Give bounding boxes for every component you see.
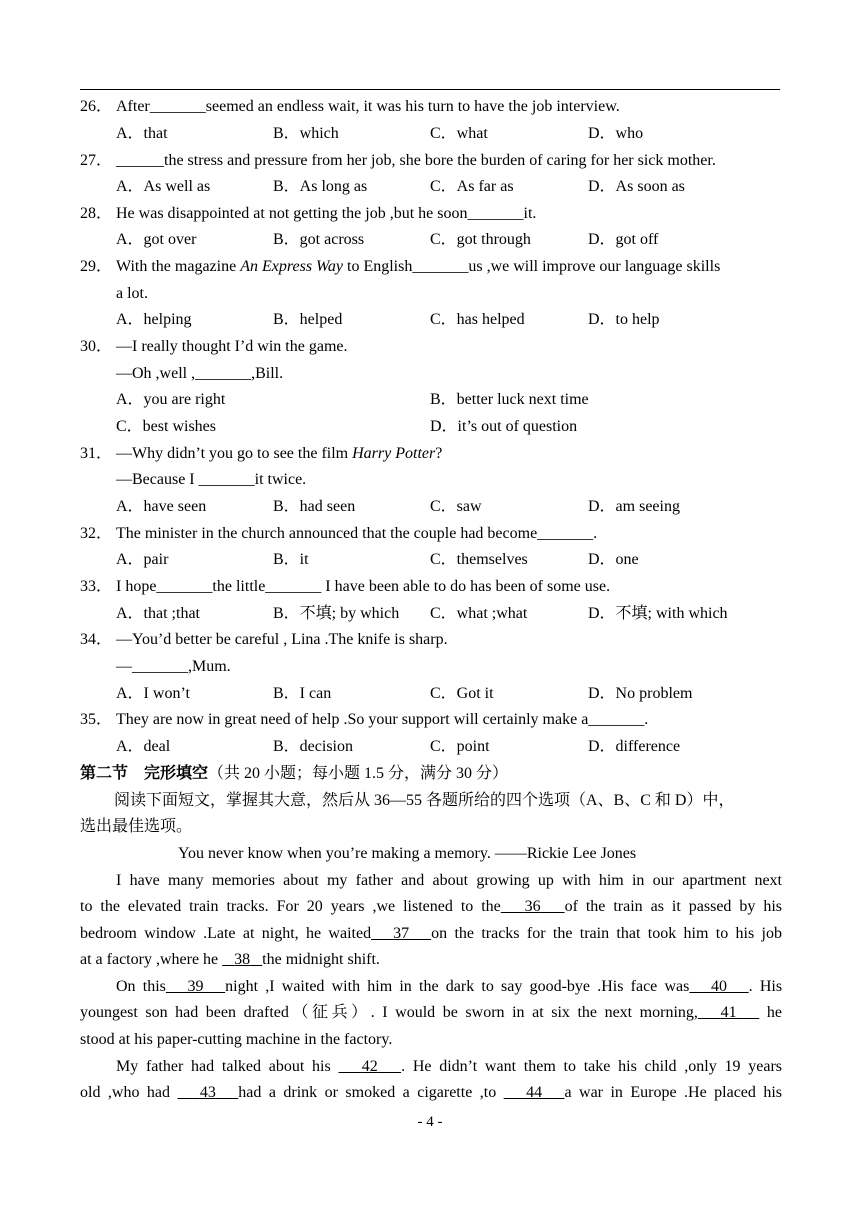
passage-line [80, 950, 782, 970]
option-c[interactable]: C．saw [430, 498, 482, 515]
passage-text: night ,I waited with him in the dark to say good-bye .His face was [225, 978, 690, 995]
question-stem [116, 444, 442, 464]
blank-38[interactable] [222, 951, 262, 968]
option-b[interactable]: B．不填; by which [273, 605, 400, 622]
option-a[interactable]: A．deal [116, 738, 171, 755]
blank-37[interactable] [371, 925, 431, 942]
option-b[interactable]: B．helped [273, 311, 343, 328]
question-stem: After_______seemed an endless wait, it was his turn to have the job interview. [116, 98, 620, 115]
option-b[interactable]: B．decision [273, 738, 353, 755]
option-a[interactable]: A．that ;that [116, 605, 200, 622]
blank-39[interactable] [166, 978, 225, 995]
question-stem: They are now in great need of help .So your support will certainly make a_______. [116, 711, 649, 728]
question-number: 33． [80, 578, 113, 595]
question-stem: The minister in the church announced that the couple had become_______. [116, 525, 598, 542]
passage-text: of the train as it passed by his [564, 898, 783, 915]
blank-number: 36 [524, 898, 541, 915]
option-c[interactable]: C．has helped [430, 311, 525, 328]
option-c[interactable]: C．Got it [430, 685, 494, 702]
option-a[interactable]: A．As well as [116, 178, 211, 195]
passage-text: . He didn’t want them to take his child ,only 19 years [401, 1058, 783, 1075]
question-number: 30． [80, 338, 113, 355]
section-note: （共 20 小题；每小题 1.5 分，满分 30 分） [208, 765, 509, 782]
blank-number: 37 [393, 925, 410, 942]
option-b[interactable]: B．better luck next time [430, 391, 589, 408]
question-stem [116, 257, 720, 277]
blank-number: 38 [234, 951, 251, 968]
passage-quote: You never know when you’re making a memory. ——Rickie Lee Jones [178, 845, 637, 862]
passage-text: on the tracks for the train that took him to his job [431, 925, 782, 942]
passage-text: a war in Europe .He placed his [564, 1084, 783, 1101]
option-d[interactable]: D．不填; with which [588, 605, 728, 622]
question-number: 28． [80, 205, 113, 222]
stem-text: With the magazine [116, 258, 241, 275]
question-stem: —I really thought I’d win the game. [116, 338, 348, 355]
blank-43[interactable] [178, 1084, 239, 1101]
page-number: - 4 - [417, 1114, 443, 1130]
passage-text: youngest son had been drafted（征兵）. I would be sworn in at six the next morning, [80, 1004, 698, 1021]
passage-text: old ,who had [80, 1084, 178, 1101]
question-stem: I hope_______the little_______ I have been able to do has been of some use. [116, 578, 611, 595]
option-d[interactable]: D．difference [588, 738, 681, 755]
question-number: 34． [80, 631, 113, 648]
option-a[interactable]: A．helping [116, 311, 192, 328]
passage-text: to the elevated train tracks. For 20 years ,we listened to the [80, 898, 501, 915]
blank-44[interactable] [504, 1084, 565, 1101]
header-rule [80, 89, 780, 90]
passage-line [80, 897, 782, 917]
stem-text: to English_______us ,we will improve our language skills [343, 258, 721, 275]
passage-text: had a drink or smoked a cigarette ,to [238, 1084, 504, 1101]
passage-line [80, 1083, 782, 1103]
passage-text: . His [748, 978, 783, 995]
option-b[interactable]: B．got across [273, 231, 365, 248]
question-number: 32． [80, 525, 113, 542]
option-a[interactable]: A．you are right [116, 391, 226, 408]
question-number: 35． [80, 711, 113, 728]
option-c[interactable]: C．what ;what [430, 605, 528, 622]
blank-36[interactable] [501, 898, 565, 915]
question-stem-line2: a lot. [116, 285, 148, 302]
option-c[interactable]: C．what [430, 125, 488, 142]
section-instruction: 阅读下面短文，掌握其大意，然后从 36—55 各题所给的四个选项（A、B、C 和 D）中， [114, 792, 735, 809]
film-title: Harry Potter [352, 445, 436, 462]
passage-line [116, 977, 782, 997]
question-number: 26． [80, 98, 113, 115]
option-a[interactable]: A．I won’t [116, 685, 190, 702]
option-b[interactable]: B．had seen [273, 498, 356, 515]
passage-text: bedroom window .Late at night, he waited [80, 925, 372, 942]
blank-number: 43 [199, 1084, 216, 1101]
passage-line [80, 924, 782, 944]
blank-number: 44 [526, 1084, 543, 1101]
blank-number: 42 [361, 1058, 378, 1075]
option-c[interactable]: C．got through [430, 231, 531, 248]
option-a[interactable]: A．have seen [116, 498, 207, 515]
section-title: 第二节 完形填空 [80, 765, 209, 782]
option-d[interactable]: D．to help [588, 311, 660, 328]
question-number: 29． [80, 258, 113, 275]
option-d[interactable]: D．one [588, 551, 639, 568]
section-heading [80, 764, 508, 784]
blank-40[interactable] [689, 978, 748, 995]
question-stem: ______the stress and pressure from her job, she bore the burden of caring for her sick mother. [116, 152, 716, 169]
question-number: 31． [80, 445, 113, 462]
passage-text: My father had talked about his [116, 1058, 339, 1075]
magazine-title: An Express Way [240, 258, 343, 275]
stem-text: —Why didn’t you go to see the film [116, 445, 353, 462]
option-d[interactable]: D．who [588, 125, 644, 142]
option-c[interactable]: C．point [430, 738, 490, 755]
option-d[interactable]: D．As soon as [588, 178, 685, 195]
question-stem-line2: —Oh ,well ,_______,Bill. [116, 365, 284, 382]
option-a[interactable]: A．pair [116, 551, 169, 568]
passage-line: stood at his paper-cutting machine in the factory. [80, 1031, 393, 1048]
passage-text: On this [116, 978, 166, 995]
option-d[interactable]: D．am seeing [588, 498, 680, 515]
blank-number: 39 [187, 978, 204, 995]
option-a[interactable]: A．got over [116, 231, 197, 248]
option-c[interactable]: C．best wishes [116, 418, 217, 435]
option-a[interactable]: A．that [116, 125, 168, 142]
option-d[interactable]: D．it’s out of question [430, 418, 578, 435]
option-d[interactable]: D．No problem [588, 685, 693, 702]
option-b[interactable]: B．it [273, 551, 309, 568]
passage-text: he [759, 1004, 782, 1021]
option-c[interactable]: C．As far as [430, 178, 514, 195]
option-d[interactable]: D．got off [588, 231, 659, 248]
option-c[interactable]: C．themselves [430, 551, 528, 568]
question-number: 27． [80, 152, 113, 169]
blank-number: 41 [720, 1004, 737, 1021]
blank-number: 40 [711, 978, 727, 995]
passage-line [80, 1003, 782, 1023]
stem-text: ? [435, 445, 443, 462]
question-stem: He was disappointed at not getting the job ,but he soon_______it. [116, 205, 537, 222]
passage-line: I have many memories about my father and about growing up with him in our apartment next [116, 872, 782, 889]
question-stem-line2: —_______,Mum. [116, 658, 231, 675]
passage-line [116, 1057, 782, 1077]
blank-42[interactable] [339, 1058, 402, 1075]
question-stem: —You’d better be careful , Lina .The knife is sharp. [116, 631, 448, 648]
option-b[interactable]: B．As long as [273, 178, 368, 195]
option-b[interactable]: B．which [273, 125, 339, 142]
question-stem-line2: —Because I _______it twice. [116, 471, 307, 488]
option-b[interactable]: B．I can [273, 685, 332, 702]
passage-text: at a factory ,where he [80, 951, 223, 968]
blank-41[interactable] [698, 1004, 759, 1021]
section-instruction-line2: 选出最佳选项。 [80, 818, 193, 835]
passage-text: the midnight shift. [262, 951, 380, 968]
